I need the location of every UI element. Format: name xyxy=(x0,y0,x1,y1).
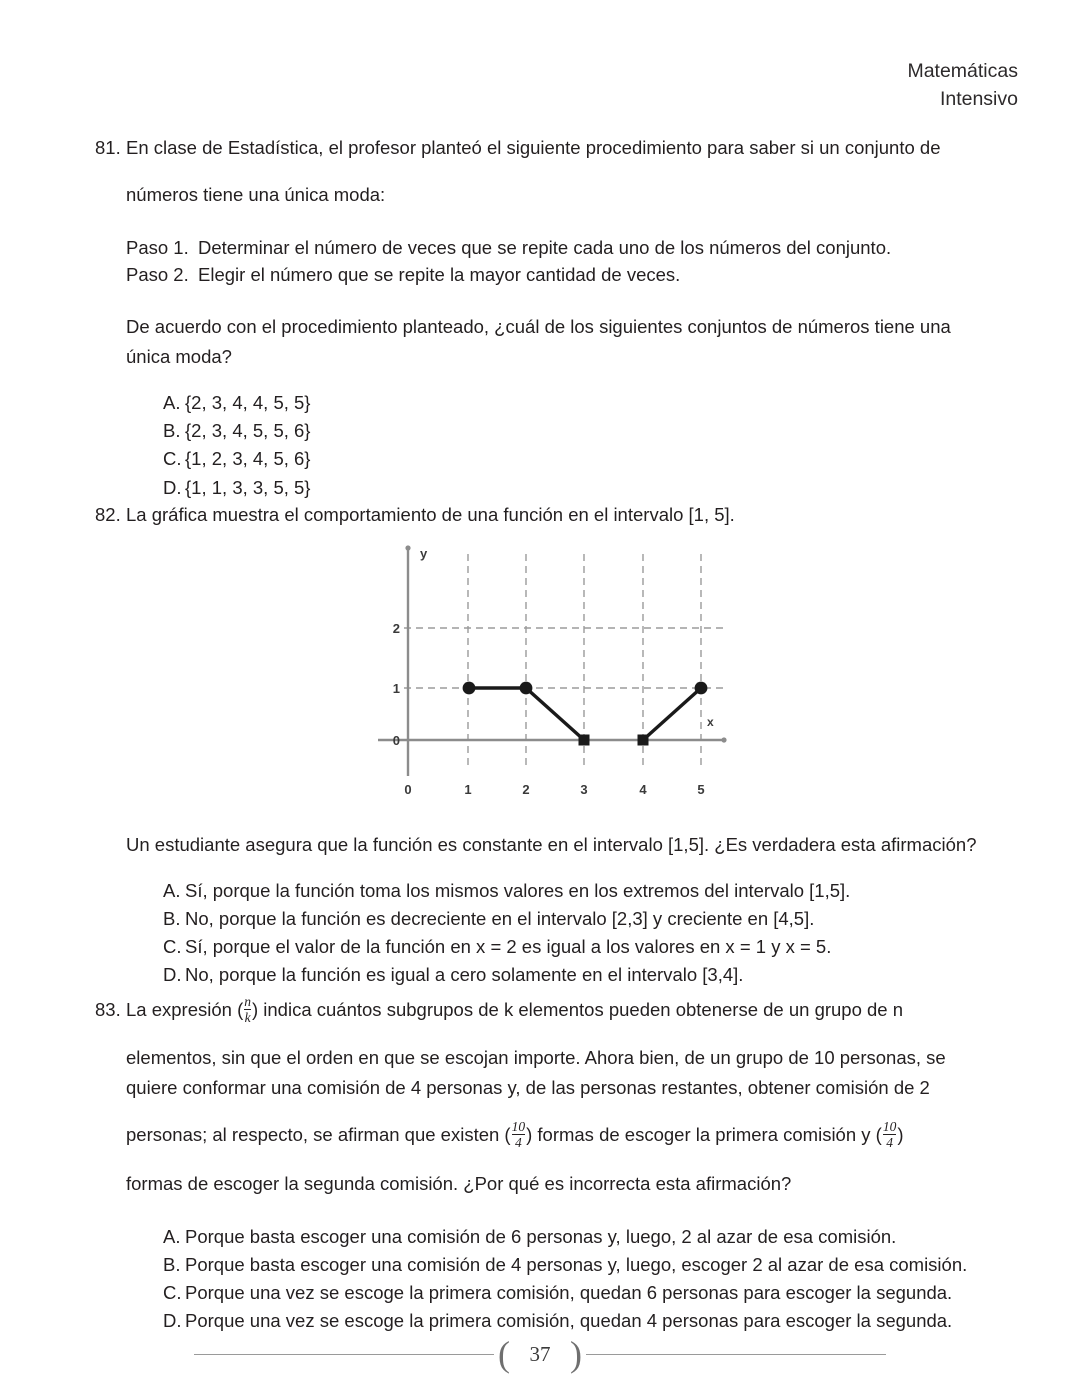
question-83-number: 83. xyxy=(95,999,121,1020)
question-82-options xyxy=(163,877,1025,989)
spacer xyxy=(95,860,1025,877)
question-81-steps xyxy=(126,234,1025,288)
option-text: {2, 3, 4, 5, 5, 6} xyxy=(185,420,311,442)
data-point-4-0 xyxy=(638,735,649,746)
page-footer xyxy=(0,1334,1080,1374)
question-82-prompt: Un estudiante asegura que la función es constante en el intervalo [1,5]. ¿Es verdadera esta afirmación? xyxy=(126,834,977,855)
step-label: Paso 1. xyxy=(126,236,189,258)
x-tick-5: 5 xyxy=(697,782,705,797)
option-text: {1, 1, 3, 3, 5, 5} xyxy=(185,476,311,498)
spacer xyxy=(95,1026,1025,1043)
data-point-1-1 xyxy=(463,682,476,695)
y-tick-0: 0 xyxy=(392,733,400,748)
document-header xyxy=(907,58,1018,113)
footer-rule-left xyxy=(194,1354,494,1355)
question-81-stem-line-1: En clase de Estadística, el profesor planteó el siguiente procedimiento para saber si un conjunto de xyxy=(126,137,941,158)
option-d[interactable] xyxy=(163,961,1025,989)
function-graph xyxy=(352,536,732,806)
option-letter: B. xyxy=(163,420,181,442)
option-b[interactable] xyxy=(163,905,1025,933)
y-axis-label: y xyxy=(420,546,428,561)
question-81-stem-line-2: números tiene una única moda: xyxy=(126,183,386,205)
question-81-stem xyxy=(95,133,1025,163)
option-letter: B. xyxy=(163,1253,181,1275)
footer-rule-right xyxy=(586,1354,886,1355)
question-81-options xyxy=(163,389,1025,501)
question-83-stem-line-5: formas de escoger la segunda comisión. ¿Por qué es incorrecta esta afirmación? xyxy=(126,1172,792,1194)
option-text: No, porque la función es decreciente en el intervalo [2,3] y creciente en [4,5]. xyxy=(185,908,815,930)
binomial-numerator: n xyxy=(244,993,251,1009)
spacer xyxy=(95,288,1025,312)
binomial-fraction xyxy=(882,1120,898,1150)
spacer xyxy=(95,163,1025,180)
question-83-stem-line-4 xyxy=(126,1120,1025,1151)
option-text: Porque una vez se escoge la primera comisión, quedan 4 personas para escoger la segunda. xyxy=(185,1309,953,1331)
footer-brace-right: ) xyxy=(570,1334,582,1374)
footer-brace-left: ( xyxy=(498,1334,510,1374)
binomial-denominator: k xyxy=(244,1010,251,1026)
option-letter: D. xyxy=(163,1309,182,1331)
stem-line4-part3: ) xyxy=(897,1124,904,1146)
option-b[interactable] xyxy=(163,417,1025,445)
option-d[interactable] xyxy=(163,474,1025,502)
question-81-prompt-line-1: De acuerdo con el procedimiento planteado, ¿cuál de los siguientes conjuntos de números tiene una xyxy=(126,316,951,338)
x-axis-arrow-dot xyxy=(721,737,726,742)
step-text: Determinar el número de veces que se repite cada uno de los números del conjunto. xyxy=(198,236,892,258)
binomial-denominator: 4 xyxy=(883,1134,897,1150)
question-83-stem xyxy=(95,995,1025,1026)
x-tick-4: 4 xyxy=(639,782,647,797)
header-line-subject: Matemáticas xyxy=(907,60,1018,82)
y-axis-arrow-dot xyxy=(405,545,410,550)
option-letter: A. xyxy=(163,392,181,414)
question-83 xyxy=(95,995,1025,1335)
binomial-n-k xyxy=(243,995,252,1025)
binomial-numerator: 10 xyxy=(511,1119,526,1135)
option-text: Porque basta escoger una comisión de 6 personas y, luego, 2 al azar de esa comisión. xyxy=(185,1225,897,1247)
option-letter: C. xyxy=(163,1281,182,1303)
option-letter: A. xyxy=(163,1225,181,1247)
stem-text-before-binomial: La expresión ( xyxy=(126,999,244,1020)
option-a[interactable] xyxy=(163,877,1025,905)
function-segment-2 xyxy=(643,688,701,740)
option-c[interactable] xyxy=(163,933,1025,961)
option-letter: D. xyxy=(163,476,182,498)
y-tick-1: 1 xyxy=(392,681,400,696)
x-tick-2: 2 xyxy=(522,782,530,797)
stem-line4-part2: ) formas de escoger la primera comisión y ( xyxy=(526,1124,882,1146)
option-text: Porque basta escoger una comisión de 4 personas y, luego, escoger 2 al azar de esa comisión. xyxy=(185,1253,968,1275)
option-letter: A. xyxy=(163,879,181,901)
question-82-tail xyxy=(95,830,1025,989)
binomial-fraction xyxy=(243,995,252,1025)
option-letter: C. xyxy=(163,448,182,470)
spacer xyxy=(95,372,1025,389)
binomial-denominator: 4 xyxy=(512,1134,526,1150)
option-b[interactable] xyxy=(163,1251,1025,1279)
question-82-number: 82. xyxy=(95,504,121,525)
question-83-options xyxy=(163,1223,1025,1335)
option-c[interactable] xyxy=(163,1279,1025,1307)
option-d[interactable] xyxy=(163,1307,1025,1335)
option-text: Porque una vez se escoge la primera comisión, quedan 6 personas para escoger la segunda. xyxy=(185,1281,953,1303)
step-text: Elegir el número que se repite la mayor cantidad de veces. xyxy=(198,264,681,286)
option-text: No, porque la función es igual a cero solamente en el intervalo [3,4]. xyxy=(185,964,744,986)
spacer xyxy=(95,1152,1025,1169)
question-83-stem-line-1 xyxy=(126,995,1025,1026)
option-c[interactable] xyxy=(163,445,1025,473)
spacer xyxy=(95,210,1025,234)
question-81-number: 81. xyxy=(95,137,121,158)
option-text: Sí, porque el valor de la función en x = 2 es igual a los valores en x = 1 y x = 5. xyxy=(185,936,832,958)
step-label: Paso 2. xyxy=(126,264,189,286)
question-81-prompt-line-2: única moda? xyxy=(126,346,232,368)
question-83-stem-line-3: quiere conformar una comisión de 4 personas y, de las personas restantes, obtener comisión de 2 xyxy=(126,1077,930,1099)
x-tick-3: 3 xyxy=(580,782,588,797)
binomial-10-4-first xyxy=(511,1120,527,1150)
data-point-5-1 xyxy=(695,682,708,695)
binomial-numerator: 10 xyxy=(882,1119,897,1135)
option-letter: D. xyxy=(163,964,182,986)
step-item xyxy=(126,261,1025,288)
question-82-stem xyxy=(95,500,1025,530)
stem-text-after-binomial: ) indica cuántos subgrupos de k elementos pueden obtenerse de un grupo de n xyxy=(251,999,904,1020)
option-a[interactable] xyxy=(163,389,1025,417)
option-text: {1, 2, 3, 4, 5, 6} xyxy=(185,448,311,470)
option-text: {2, 3, 4, 4, 5, 5} xyxy=(185,392,311,414)
binomial-10-4-second xyxy=(882,1120,898,1150)
horizontal-gridlines xyxy=(404,628,724,688)
spacer xyxy=(95,1199,1025,1223)
question-82-stem-line-1: La gráfica muestra el comportamiento de una función en el intervalo [1, 5]. xyxy=(126,504,735,525)
stem-line4-part1: personas; al respecto, se afirman que existen ( xyxy=(126,1124,511,1146)
y-tick-2: 2 xyxy=(392,621,400,636)
header-line-modality: Intensivo xyxy=(939,87,1018,110)
step-item xyxy=(126,234,1025,261)
option-text: Sí, porque la función toma los mismos valores en los extremos del intervalo [1,5]. xyxy=(185,879,851,901)
option-letter: C. xyxy=(163,936,182,958)
question-83-stem-line-2: elementos, sin que el orden en que se escojan importe. Ahora bien, de un grupo de 10 personas, se xyxy=(126,1047,946,1069)
x-tick-0: 0 xyxy=(404,782,412,797)
spacer xyxy=(95,1103,1025,1120)
option-letter: B. xyxy=(163,908,181,930)
x-axis-label: x xyxy=(707,715,714,729)
question-81 xyxy=(95,133,1025,502)
option-a[interactable] xyxy=(163,1223,1025,1251)
binomial-fraction xyxy=(511,1120,527,1150)
page-number: 37 xyxy=(529,1341,551,1366)
data-point-2-1 xyxy=(520,682,533,695)
question-82 xyxy=(95,500,1025,530)
data-point-3-0 xyxy=(579,735,590,746)
x-tick-1: 1 xyxy=(464,782,472,797)
function-graph-svg xyxy=(352,536,732,806)
